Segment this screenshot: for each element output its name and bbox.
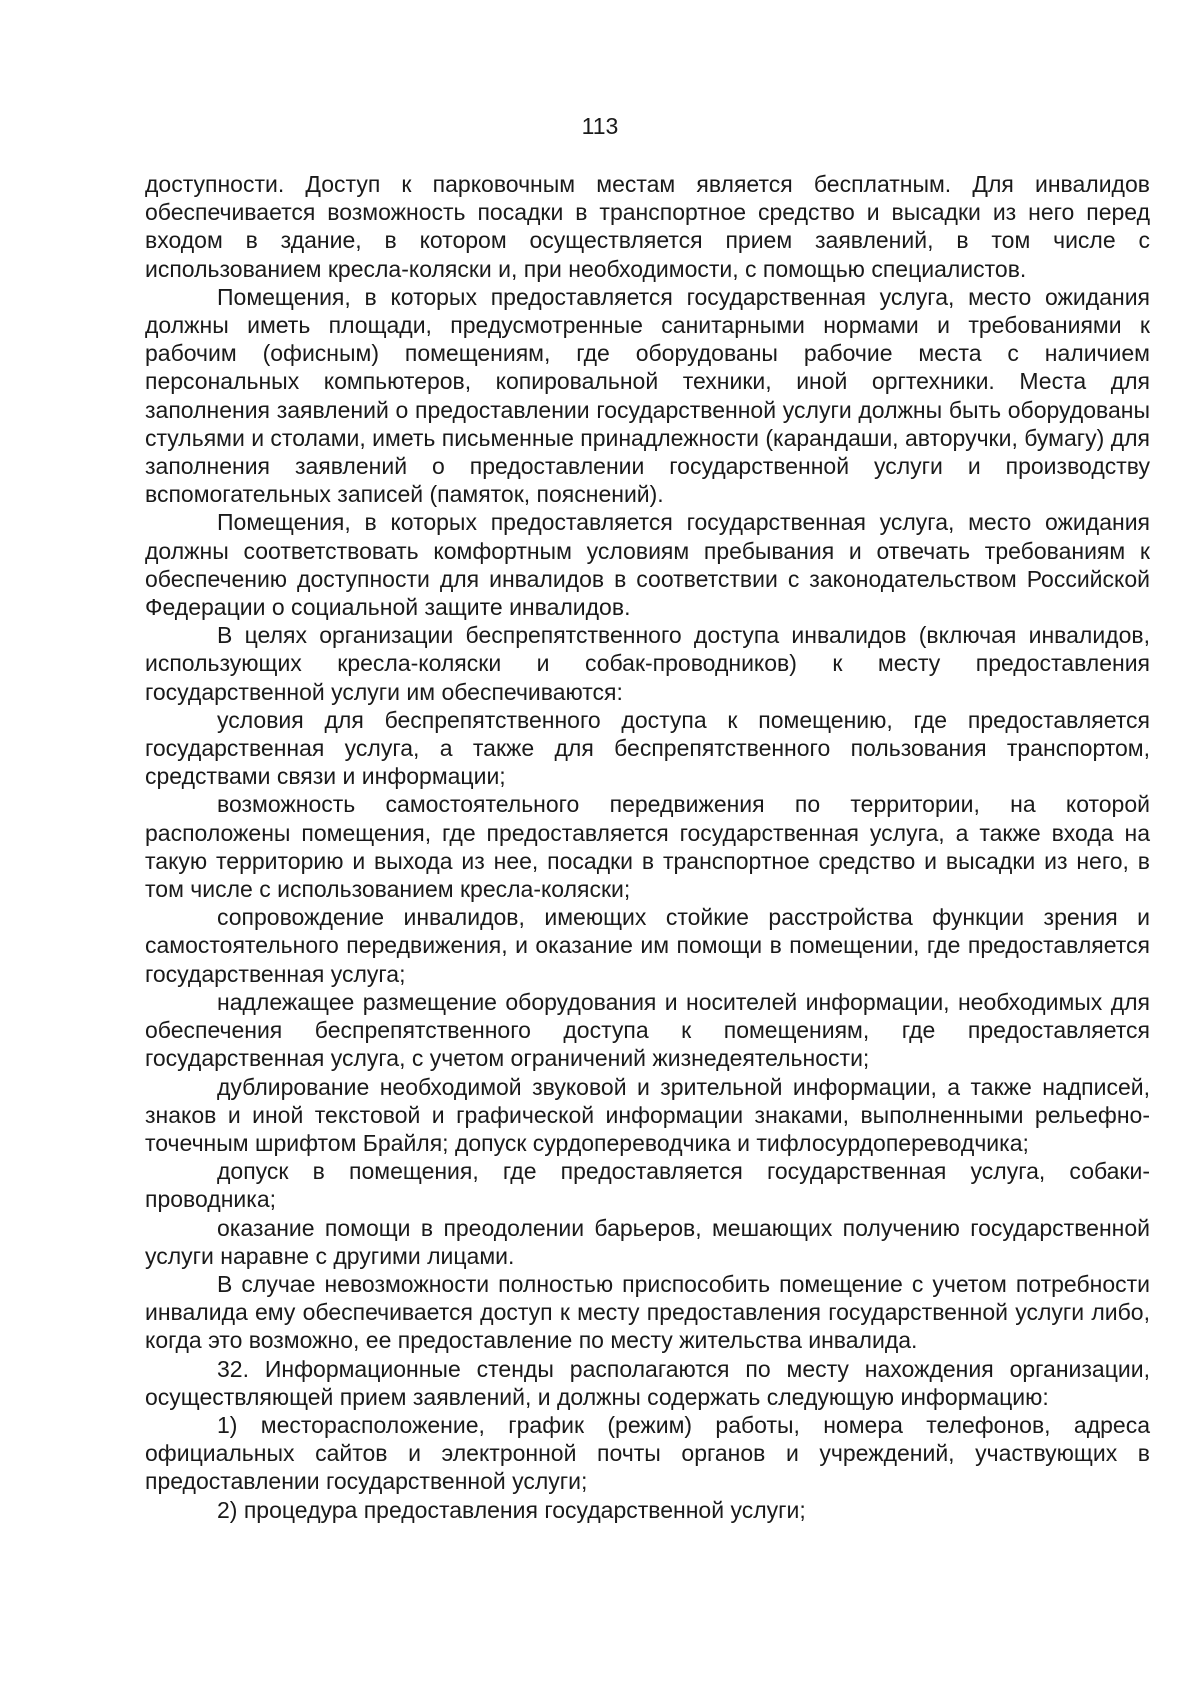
numbered-item: 1) месторасположение, график (режим) работы, номера телефонов, адреса официальных сайтов и электронной почты органов и учреждений, участвующих в предоставлении государственной услуги; [145, 1411, 1150, 1495]
page-number: 113 [581, 113, 619, 139]
numbered-item: 2) процедура предоставления государственной услуги; [217, 1496, 806, 1523]
section-paragraph: 32. Информационные стенды располагаются по месту нахождения организации, осуществляющей прием заявлений, и должны содержать следующую информацию: [145, 1355, 1150, 1410]
paragraph-continuation: доступности. Доступ к парковочным местам является бесплатным. Для инвалидов обеспечивается возможность посадки в транспортное средство и высадки из него перед входом в здание, в котором осуществляется прием заявлений, в том числе с использованием кресла-коляски и, при необходимости, с помощью специалистов. [145, 171, 1150, 282]
list-paragraph: возможность самостоятельного передвижения по территории, на которой расположены помещения, где предоставляется государственная услуга, а также входа на такую территорию и выхода из нее, посадки в транспортное средство и высадки из него, в том числе с использованием кресла-коляски; [145, 791, 1150, 903]
paragraph: Помещения, в которых предоставляется государственная услуга, место ожидания должны соответствовать комфортным условиям пребывания и отвечать требованиям к обеспечению доступности для инвалидов в соответствии с законодательством Российской Федерации о социальной защите инвалидов. [145, 509, 1150, 621]
paragraph: В целях организации беспрепятственного доступа инвалидов (включая инвалидов, использующих кресла-коляски и собак-проводников) к месту предоставления государственной услуги им обеспечиваются: [145, 622, 1150, 705]
document-body [145, 170, 1150, 1524]
list-paragraph: условия для беспрепятственного доступа к помещению, где предоставляется государственная услуга, а также для беспрепятственного пользования транспортом, средствами связи и информации; [145, 706, 1150, 790]
paragraph: В случае невозможности полностью приспособить помещение с учетом потребности инвалида ему обеспечивается доступ к месту предоставления государственной услуги либо, когда это возможно, ее предоставление по месту жительства инвалида. [145, 1270, 1150, 1354]
list-paragraph: оказание помощи в преодолении барьеров, мешающих получению государственной услуги наравне с другими лицами. [145, 1214, 1150, 1269]
paragraph: Помещения, в которых предоставляется государственная услуга, место ожидания должны иметь площади, предусмотренные санитарными нормами и требованиями к рабочим (офисным) помещениям, где оборудованы рабочие места с наличием персональных компьютеров, копировальной техники, иной оргтехники. Места для заполнения заявлений о предоставлении государственной услуги должны быть оборудованы стульями и столами, иметь письменные принадлежности (карандаши, авторучки, бумагу) для заполнения заявлений о предоставлении государственной услуги и производству вспомогательных записей (памяток, пояснений). [145, 283, 1150, 508]
list-paragraph: надлежащее размещение оборудования и носителей информации, необходимых для обеспечения беспрепятственного доступа к помещениям, где предоставляется государственная услуга, с учетом ограничений жизнедеятельности; [145, 988, 1150, 1072]
list-paragraph: допуск в помещения, где предоставляется государственная услуга, собаки-проводника; [145, 1158, 1150, 1213]
list-paragraph: дублирование необходимой звуковой и зрительной информации, а также надписей, знаков и иной текстовой и графической информации знаками, выполненными рельефно-точечным шрифтом Брайля; допуск сурдопереводчика и тифлосурдопереводчика; [145, 1073, 1150, 1156]
list-paragraph: сопровождение инвалидов, имеющих стойкие расстройства функции зрения и самостоятельного передвижения, и оказание им помощи в помещении, где предоставляется государственная услуга; [145, 904, 1150, 987]
